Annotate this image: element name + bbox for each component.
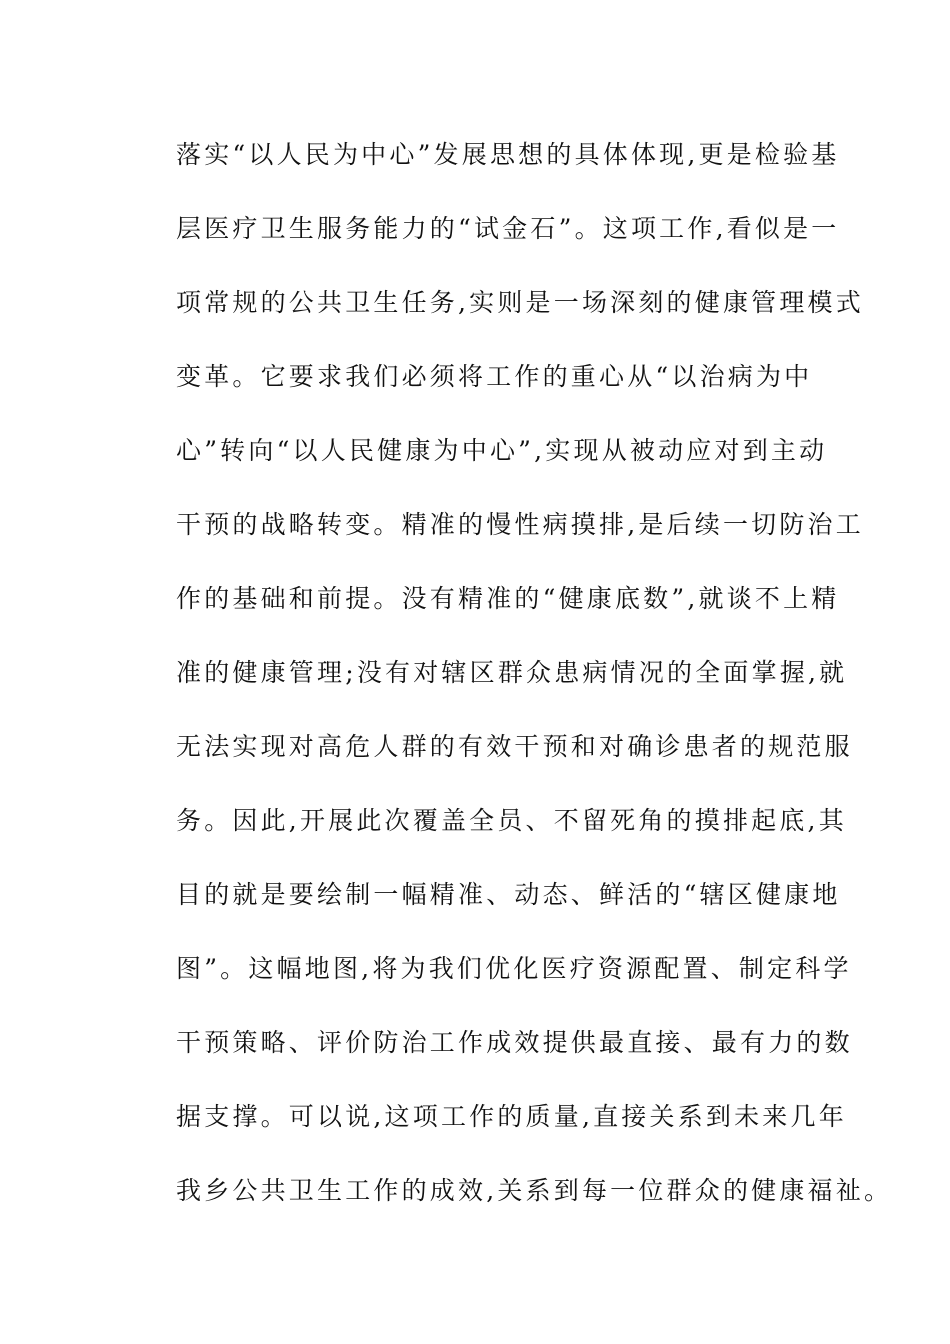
paragraph-line: 准的健康管理;没有对辖区群众患病情况的全面掌握,就	[176, 658, 848, 687]
body-paragraph	[176, 128, 893, 1238]
paragraph-line: 落实“以人民为中心”发展思想的具体体现,更是检验基	[176, 140, 840, 169]
paragraph-line: 心”转向“以人民健康为中心”,实现从被动应对到主动	[176, 436, 828, 465]
paragraph-line: 图”。这幅地图,将为我们优化医疗资源配置、制定科学	[176, 954, 852, 983]
paragraph-line: 作的基础和前提。没有精准的“健康底数”,就谈不上精	[176, 584, 840, 613]
paragraph-line: 干预策略、评价防治工作成效提供最直接、最有力的数	[176, 1028, 853, 1057]
paragraph-line: 变革。它要求我们必须将工作的重心从“以治病为中	[176, 362, 813, 391]
paragraph-line: 干预的战略转变。精准的慢性病摸排,是后续一切防治工	[176, 510, 864, 539]
paragraph-line: 无法实现对高危人群的有效干预和对确诊患者的规范服	[176, 732, 853, 761]
paragraph-line: 项常规的公共卫生任务,实则是一场深刻的健康管理模式	[176, 288, 864, 317]
paragraph-line: 我乡公共卫生工作的成效,关系到每一位群众的健康福祉。	[176, 1176, 893, 1205]
paragraph-line: 据支撑。可以说,这项工作的质量,直接关系到未来几年	[176, 1102, 847, 1131]
paragraph-line: 层医疗卫生服务能力的“试金石”。这项工作,看似是一	[176, 214, 840, 243]
paragraph-line: 务。因此,开展此次覆盖全员、不留死角的摸排起底,其	[176, 806, 847, 835]
paragraph-line: 目的就是要绘制一幅精准、动态、鲜活的“辖区健康地	[176, 880, 841, 909]
